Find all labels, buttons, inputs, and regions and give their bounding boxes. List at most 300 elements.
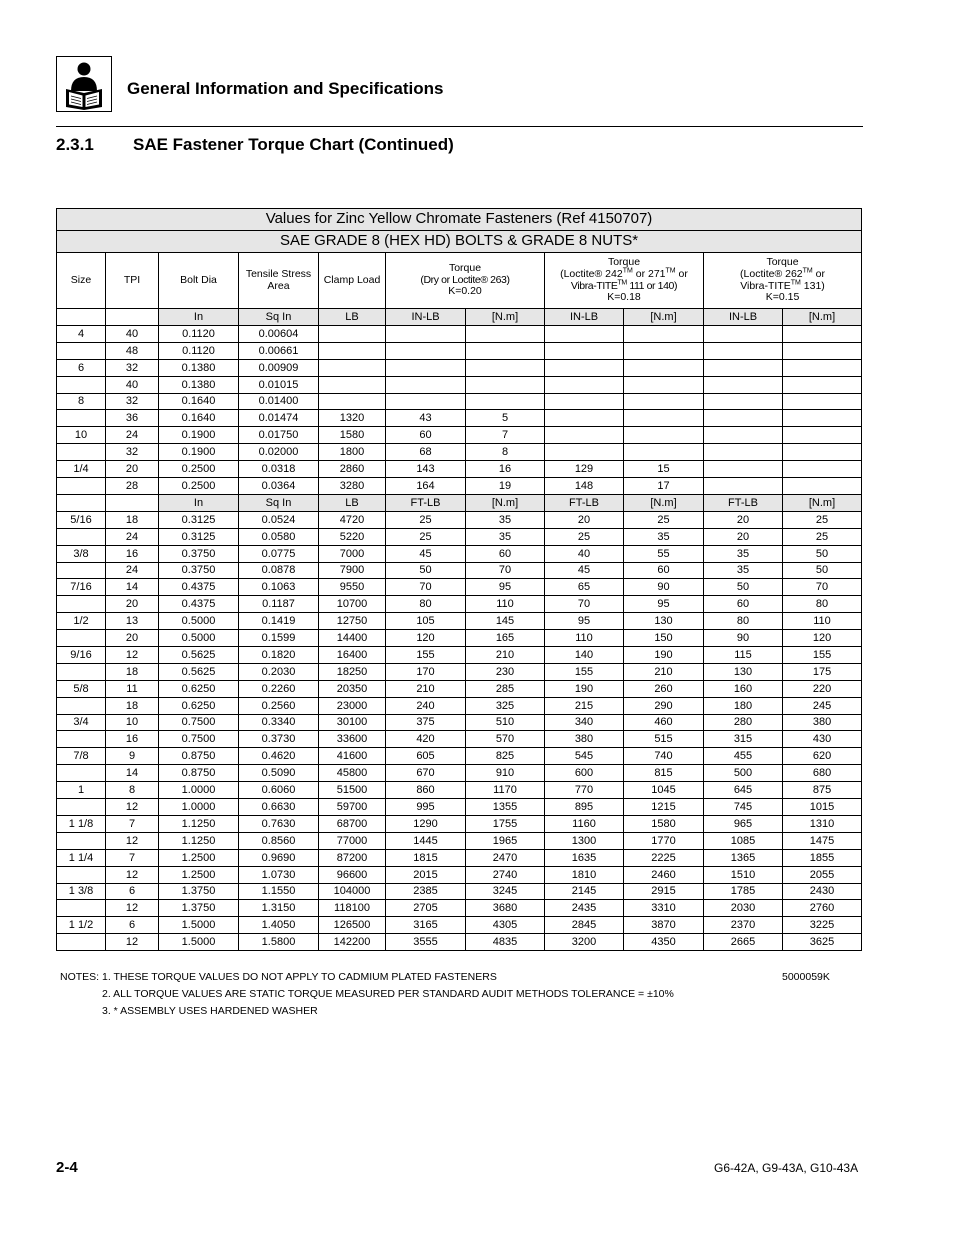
table-cell: 605 bbox=[386, 748, 466, 765]
table-cell bbox=[57, 832, 106, 849]
table-cell: 0.1120 bbox=[159, 342, 239, 359]
table-cell: 245 bbox=[783, 697, 862, 714]
table-cell: 3/4 bbox=[57, 714, 106, 731]
table-cell: 0.5000 bbox=[159, 630, 239, 647]
table-cell: 260 bbox=[624, 680, 704, 697]
table-cell: 0.6250 bbox=[159, 697, 239, 714]
table-cell bbox=[704, 444, 783, 461]
table-cell: 0.00909 bbox=[239, 359, 319, 376]
table-cell: 500 bbox=[704, 765, 783, 782]
table-cell bbox=[704, 461, 783, 478]
table-cell: 0.02000 bbox=[239, 444, 319, 461]
table-row bbox=[57, 579, 862, 596]
table-cell bbox=[704, 326, 783, 343]
table-cell: 65 bbox=[545, 579, 624, 596]
unit-cell: IN-LB bbox=[545, 309, 624, 326]
table-cell: 0.4375 bbox=[159, 596, 239, 613]
table-cell bbox=[545, 359, 624, 376]
table-cell: 70 bbox=[545, 596, 624, 613]
table-cell bbox=[624, 342, 704, 359]
table-cell: 120 bbox=[783, 630, 862, 647]
table-cell: 600 bbox=[545, 765, 624, 782]
table-cell bbox=[704, 427, 783, 444]
torque-262-line4: K=0.15 bbox=[765, 291, 800, 304]
table-cell: 1.5000 bbox=[159, 917, 239, 934]
table-cell: 1 1/8 bbox=[57, 815, 106, 832]
table-cell: 0.1599 bbox=[239, 630, 319, 647]
table-cell: 1580 bbox=[319, 427, 386, 444]
table-cell: 80 bbox=[386, 596, 466, 613]
table-cell: 0.6250 bbox=[159, 680, 239, 697]
table-cell: 20 bbox=[704, 511, 783, 528]
table-cell: 5 bbox=[466, 410, 545, 427]
table-cell: 10 bbox=[106, 714, 159, 731]
table-cell: 51500 bbox=[319, 782, 386, 799]
table-cell: 110 bbox=[783, 613, 862, 630]
section-title: SAE Fastener Torque Chart (Continued) bbox=[133, 135, 454, 154]
table-cell: 1770 bbox=[624, 832, 704, 849]
table-cell: 0.5090 bbox=[239, 765, 319, 782]
table-cell bbox=[57, 900, 106, 917]
table-cell: 1085 bbox=[704, 832, 783, 849]
table-row bbox=[57, 511, 862, 528]
table-row bbox=[57, 883, 862, 900]
table-row bbox=[57, 393, 862, 410]
table-cell bbox=[545, 342, 624, 359]
table-cell: 0.01015 bbox=[239, 376, 319, 393]
table-cell: 45 bbox=[386, 545, 466, 562]
table-cell: 0.6630 bbox=[239, 799, 319, 816]
table-cell: 17 bbox=[624, 478, 704, 495]
table-cell: 2665 bbox=[704, 934, 783, 951]
unit-cell: [N.m] bbox=[783, 309, 862, 326]
table-cell bbox=[783, 427, 862, 444]
table-cell: 35 bbox=[704, 562, 783, 579]
table-cell: 570 bbox=[466, 731, 545, 748]
table-cell: 210 bbox=[624, 663, 704, 680]
table-cell: 20 bbox=[106, 461, 159, 478]
table-cell: 70 bbox=[466, 562, 545, 579]
unit-cell-blank bbox=[106, 309, 159, 326]
table-cell: 0.5625 bbox=[159, 663, 239, 680]
table-row bbox=[57, 427, 862, 444]
table-cell: 155 bbox=[783, 647, 862, 664]
table-cell: 5220 bbox=[319, 528, 386, 545]
table-cell: 515 bbox=[624, 731, 704, 748]
table-cell: 0.0524 bbox=[239, 511, 319, 528]
trademark-sup: TM bbox=[665, 267, 676, 275]
table-row bbox=[57, 596, 862, 613]
table-cell: 7/16 bbox=[57, 579, 106, 596]
table-cell: 13 bbox=[106, 613, 159, 630]
unit-cell-blank bbox=[57, 309, 106, 326]
table-cell: 2435 bbox=[545, 900, 624, 917]
table-cell: 145 bbox=[466, 613, 545, 630]
table-cell: 875 bbox=[783, 782, 862, 799]
table-cell: 24 bbox=[106, 528, 159, 545]
table-cell: 35 bbox=[624, 528, 704, 545]
table-cell: 1 bbox=[57, 782, 106, 799]
table-cell: 14400 bbox=[319, 630, 386, 647]
table-cell: 1.0000 bbox=[159, 799, 239, 816]
table-cell bbox=[57, 934, 106, 951]
col-header-bolt-dia: Bolt Dia bbox=[159, 253, 239, 309]
table-cell: 0.0878 bbox=[239, 562, 319, 579]
table-cell: 995 bbox=[386, 799, 466, 816]
table-cell: 126500 bbox=[319, 917, 386, 934]
table-cell: 105 bbox=[386, 613, 466, 630]
table-cell: 32 bbox=[106, 393, 159, 410]
table-cell: 0.7500 bbox=[159, 731, 239, 748]
table-cell: 2225 bbox=[624, 849, 704, 866]
table-cell: 7000 bbox=[319, 545, 386, 562]
model-numbers: G6-42A, G9-43A, G10-43A bbox=[714, 1161, 859, 1175]
table-cell: 40 bbox=[106, 326, 159, 343]
table-cell: 1.5800 bbox=[239, 934, 319, 951]
table-cell: 0.3125 bbox=[159, 511, 239, 528]
table-cell: 0.3730 bbox=[239, 731, 319, 748]
table-cell: 20 bbox=[106, 630, 159, 647]
manual-reader-logo bbox=[56, 56, 112, 112]
table-cell: 50 bbox=[783, 562, 862, 579]
table-cell bbox=[57, 528, 106, 545]
table-cell bbox=[57, 731, 106, 748]
table-cell: 4 bbox=[57, 326, 106, 343]
table-cell: 90 bbox=[624, 579, 704, 596]
table-cell bbox=[545, 444, 624, 461]
table-cell: 3555 bbox=[386, 934, 466, 951]
unit-cell-blank bbox=[106, 494, 159, 511]
table-cell: 8 bbox=[57, 393, 106, 410]
table-cell: 4720 bbox=[319, 511, 386, 528]
table-cell: 48 bbox=[106, 342, 159, 359]
table-cell: 740 bbox=[624, 748, 704, 765]
table-cell: 160 bbox=[704, 680, 783, 697]
table-row bbox=[57, 697, 862, 714]
table-row bbox=[57, 866, 862, 883]
table-cell bbox=[319, 359, 386, 376]
table-cell bbox=[466, 326, 545, 343]
table-cell: 15 bbox=[624, 461, 704, 478]
table-cell: 25 bbox=[783, 528, 862, 545]
table-cell: 1300 bbox=[545, 832, 624, 849]
torque-242-line3b: 111 or 140) bbox=[626, 279, 678, 292]
table-cell: 180 bbox=[704, 697, 783, 714]
table-cell: 1320 bbox=[319, 410, 386, 427]
table-cell: 1475 bbox=[783, 832, 862, 849]
person-reading-manual-icon bbox=[57, 57, 111, 111]
table-cell bbox=[783, 359, 862, 376]
table-cell: 45800 bbox=[319, 765, 386, 782]
torque-dry-line2: (Dry or Loctite® 263) bbox=[420, 273, 510, 286]
table-cell: 4305 bbox=[466, 917, 545, 934]
table-cell: 24 bbox=[106, 562, 159, 579]
table-cell: 3310 bbox=[624, 900, 704, 917]
table-cell bbox=[624, 376, 704, 393]
table-cell bbox=[57, 765, 106, 782]
table-row bbox=[57, 714, 862, 731]
table-cell: 1/2 bbox=[57, 613, 106, 630]
col-header-clamp-load: Clamp Load bbox=[319, 253, 386, 309]
table-cell: 0.3750 bbox=[159, 562, 239, 579]
torque-242-line2a: (Loctite® 242 bbox=[560, 267, 623, 280]
table-cell: 36 bbox=[106, 410, 159, 427]
table-cell: 6 bbox=[57, 359, 106, 376]
table-cell: 1.0730 bbox=[239, 866, 319, 883]
unit-cell: FT-LB bbox=[386, 494, 466, 511]
table-cell: 1.2500 bbox=[159, 849, 239, 866]
table-cell: 0.00661 bbox=[239, 342, 319, 359]
table-cell: 0.1187 bbox=[239, 596, 319, 613]
table-cell: 148 bbox=[545, 478, 624, 495]
table-cell: 2145 bbox=[545, 883, 624, 900]
table-cell: 680 bbox=[783, 765, 862, 782]
table-cell bbox=[704, 342, 783, 359]
table-cell: 9 bbox=[106, 748, 159, 765]
table-cell: 3870 bbox=[624, 917, 704, 934]
table-cell: 50 bbox=[386, 562, 466, 579]
table-cell bbox=[57, 444, 106, 461]
table-cell: 90 bbox=[704, 630, 783, 647]
table-cell: 210 bbox=[466, 647, 545, 664]
table-cell: 12 bbox=[106, 934, 159, 951]
table-cell bbox=[386, 393, 466, 410]
table-cell: 32 bbox=[106, 444, 159, 461]
table-cell: 2860 bbox=[319, 461, 386, 478]
torque-262-line1: Torque bbox=[766, 256, 799, 269]
table-cell: 104000 bbox=[319, 883, 386, 900]
col-header-torque-dry bbox=[386, 253, 545, 309]
table-cell bbox=[704, 376, 783, 393]
table-cell bbox=[704, 359, 783, 376]
table-cell: 18 bbox=[106, 663, 159, 680]
table-row bbox=[57, 934, 862, 951]
table-cell: 0.5000 bbox=[159, 613, 239, 630]
table-cell: 5/8 bbox=[57, 680, 106, 697]
table-cell: 8 bbox=[466, 444, 545, 461]
table-cell: 16 bbox=[106, 545, 159, 562]
table-cell: 60 bbox=[624, 562, 704, 579]
table-cell: 220 bbox=[783, 680, 862, 697]
table-cell bbox=[624, 410, 704, 427]
table-cell bbox=[783, 444, 862, 461]
table-cell: 375 bbox=[386, 714, 466, 731]
table-cell: 60 bbox=[386, 427, 466, 444]
table-cell bbox=[624, 393, 704, 410]
table-cell: 2460 bbox=[624, 866, 704, 883]
table-cell: 0.01400 bbox=[239, 393, 319, 410]
table-cell: 2030 bbox=[704, 900, 783, 917]
unit-row bbox=[57, 494, 862, 511]
table-cell: 3200 bbox=[545, 934, 624, 951]
table-cell: 20 bbox=[704, 528, 783, 545]
table-cell: 825 bbox=[466, 748, 545, 765]
table-cell: 1.5000 bbox=[159, 934, 239, 951]
table-cell bbox=[319, 376, 386, 393]
table-row bbox=[57, 613, 862, 630]
torque-262-line3b: 131) bbox=[800, 279, 825, 292]
table-cell: 1215 bbox=[624, 799, 704, 816]
table-row bbox=[57, 647, 862, 664]
table-cell: 95 bbox=[624, 596, 704, 613]
table-cell: 16 bbox=[466, 461, 545, 478]
table-cell: 1365 bbox=[704, 849, 783, 866]
table-cell: 33600 bbox=[319, 731, 386, 748]
table-row bbox=[57, 528, 862, 545]
table-cell bbox=[57, 342, 106, 359]
table-cell: 12750 bbox=[319, 613, 386, 630]
table-cell: 20 bbox=[545, 511, 624, 528]
note-3: 3. * ASSEMBLY USES HARDENED WASHER bbox=[102, 1005, 318, 1017]
table-row bbox=[57, 680, 862, 697]
table-cell: 895 bbox=[545, 799, 624, 816]
table-cell: 25 bbox=[545, 528, 624, 545]
table-cell bbox=[319, 342, 386, 359]
table-cell: 0.8750 bbox=[159, 748, 239, 765]
note-2: 2. ALL TORQUE VALUES ARE STATIC TORQUE MEASURED PER STANDARD AUDIT METHODS TOLERANCE = ±10% bbox=[102, 988, 674, 1000]
table-cell: 1815 bbox=[386, 849, 466, 866]
table-cell: 68700 bbox=[319, 815, 386, 832]
unit-cell: [N.m] bbox=[466, 494, 545, 511]
table-cell: 1.1550 bbox=[239, 883, 319, 900]
table-row bbox=[57, 461, 862, 478]
table-row bbox=[57, 917, 862, 934]
table-cell: 1015 bbox=[783, 799, 862, 816]
table-cell bbox=[545, 326, 624, 343]
col-header-torque-loctite-262 bbox=[704, 253, 862, 309]
table-cell: 19 bbox=[466, 478, 545, 495]
table-cell: 14 bbox=[106, 765, 159, 782]
table-cell: 1965 bbox=[466, 832, 545, 849]
header-title: General Information and Specifications bbox=[127, 79, 444, 98]
table-row bbox=[57, 478, 862, 495]
table-cell: 95 bbox=[466, 579, 545, 596]
unit-cell: Sq In bbox=[239, 494, 319, 511]
table-cell bbox=[783, 326, 862, 343]
table-cell: 3225 bbox=[783, 917, 862, 934]
table-cell: 0.3125 bbox=[159, 528, 239, 545]
table-cell bbox=[624, 326, 704, 343]
table-cell: 8 bbox=[106, 782, 159, 799]
torque-242-line4: K=0.18 bbox=[607, 291, 641, 304]
table-cell: 96600 bbox=[319, 866, 386, 883]
table-cell bbox=[466, 342, 545, 359]
table-cell: 10 bbox=[57, 427, 106, 444]
table-cell: 0.5625 bbox=[159, 647, 239, 664]
table-cell: 60 bbox=[704, 596, 783, 613]
table-cell: 1580 bbox=[624, 815, 704, 832]
col-header-size: Size bbox=[57, 253, 106, 309]
table-cell: 460 bbox=[624, 714, 704, 731]
table-cell: 129 bbox=[545, 461, 624, 478]
table-cell bbox=[704, 393, 783, 410]
torque-262-line3a: Vibra-TITE bbox=[740, 279, 791, 292]
table-cell: 1.4050 bbox=[239, 917, 319, 934]
table-cell: 115 bbox=[704, 647, 783, 664]
table-cell: 1785 bbox=[704, 883, 783, 900]
table-cell bbox=[57, 697, 106, 714]
table-cell: 910 bbox=[466, 765, 545, 782]
table-cell: 12 bbox=[106, 832, 159, 849]
table-cell: 1755 bbox=[466, 815, 545, 832]
table-cell bbox=[57, 376, 106, 393]
table-cell: 190 bbox=[545, 680, 624, 697]
table-cell: 1810 bbox=[545, 866, 624, 883]
table-cell bbox=[783, 461, 862, 478]
table-cell bbox=[386, 342, 466, 359]
table-cell: 1.3750 bbox=[159, 900, 239, 917]
table-cell: 0.8750 bbox=[159, 765, 239, 782]
table-cell: 0.3750 bbox=[159, 545, 239, 562]
table-cell: 1355 bbox=[466, 799, 545, 816]
table-cell: 12 bbox=[106, 799, 159, 816]
table-row bbox=[57, 765, 862, 782]
trademark-sup: TM bbox=[802, 267, 813, 275]
table-cell: 18 bbox=[106, 511, 159, 528]
table-row bbox=[57, 799, 862, 816]
unit-cell: IN-LB bbox=[386, 309, 466, 326]
table-cell bbox=[57, 410, 106, 427]
table-cell: 6 bbox=[106, 917, 159, 934]
table-cell bbox=[545, 393, 624, 410]
table-cell: 14 bbox=[106, 579, 159, 596]
table-cell: 1.3750 bbox=[159, 883, 239, 900]
table-cell: 1.1250 bbox=[159, 815, 239, 832]
table-cell: 43 bbox=[386, 410, 466, 427]
table-cell: 0.1419 bbox=[239, 613, 319, 630]
table-cell bbox=[57, 799, 106, 816]
table-cell: 430 bbox=[783, 731, 862, 748]
table-cell: 745 bbox=[704, 799, 783, 816]
table-cell: 2740 bbox=[466, 866, 545, 883]
table-cell bbox=[57, 630, 106, 647]
table-cell: 110 bbox=[545, 630, 624, 647]
torque-dry-line3: K=0.20 bbox=[448, 285, 482, 298]
table-cell: 0.7500 bbox=[159, 714, 239, 731]
table-cell bbox=[319, 326, 386, 343]
table-cell: 0.00604 bbox=[239, 326, 319, 343]
unit-cell: [N.m] bbox=[783, 494, 862, 511]
table-cell: 2055 bbox=[783, 866, 862, 883]
table-cell: 35 bbox=[466, 511, 545, 528]
unit-cell: LB bbox=[319, 309, 386, 326]
torque-dry-line1: Torque bbox=[448, 262, 482, 275]
table-cell: 12 bbox=[106, 866, 159, 883]
table-cell: 7/8 bbox=[57, 748, 106, 765]
header-divider bbox=[56, 126, 863, 127]
table-cell: 5/16 bbox=[57, 511, 106, 528]
col-header-tensile-stress-area: Tensile Stress Area bbox=[239, 253, 319, 309]
table-cell: 0.1820 bbox=[239, 647, 319, 664]
table-cell: 4835 bbox=[466, 934, 545, 951]
table-cell: 3625 bbox=[783, 934, 862, 951]
unit-cell: [N.m] bbox=[624, 309, 704, 326]
table-cell: 210 bbox=[386, 680, 466, 697]
table-cell: 18 bbox=[106, 697, 159, 714]
table-cell: 35 bbox=[704, 545, 783, 562]
table-cell: 155 bbox=[386, 647, 466, 664]
table-cell: 380 bbox=[545, 731, 624, 748]
table-cell: 455 bbox=[704, 748, 783, 765]
table-cell: 0.7630 bbox=[239, 815, 319, 832]
table-cell: 142200 bbox=[319, 934, 386, 951]
table-cell: 815 bbox=[624, 765, 704, 782]
table-cell: 2845 bbox=[545, 917, 624, 934]
table-cell bbox=[545, 427, 624, 444]
table-cell: 25 bbox=[386, 528, 466, 545]
table-cell: 4350 bbox=[624, 934, 704, 951]
table-cell: 1310 bbox=[783, 815, 862, 832]
